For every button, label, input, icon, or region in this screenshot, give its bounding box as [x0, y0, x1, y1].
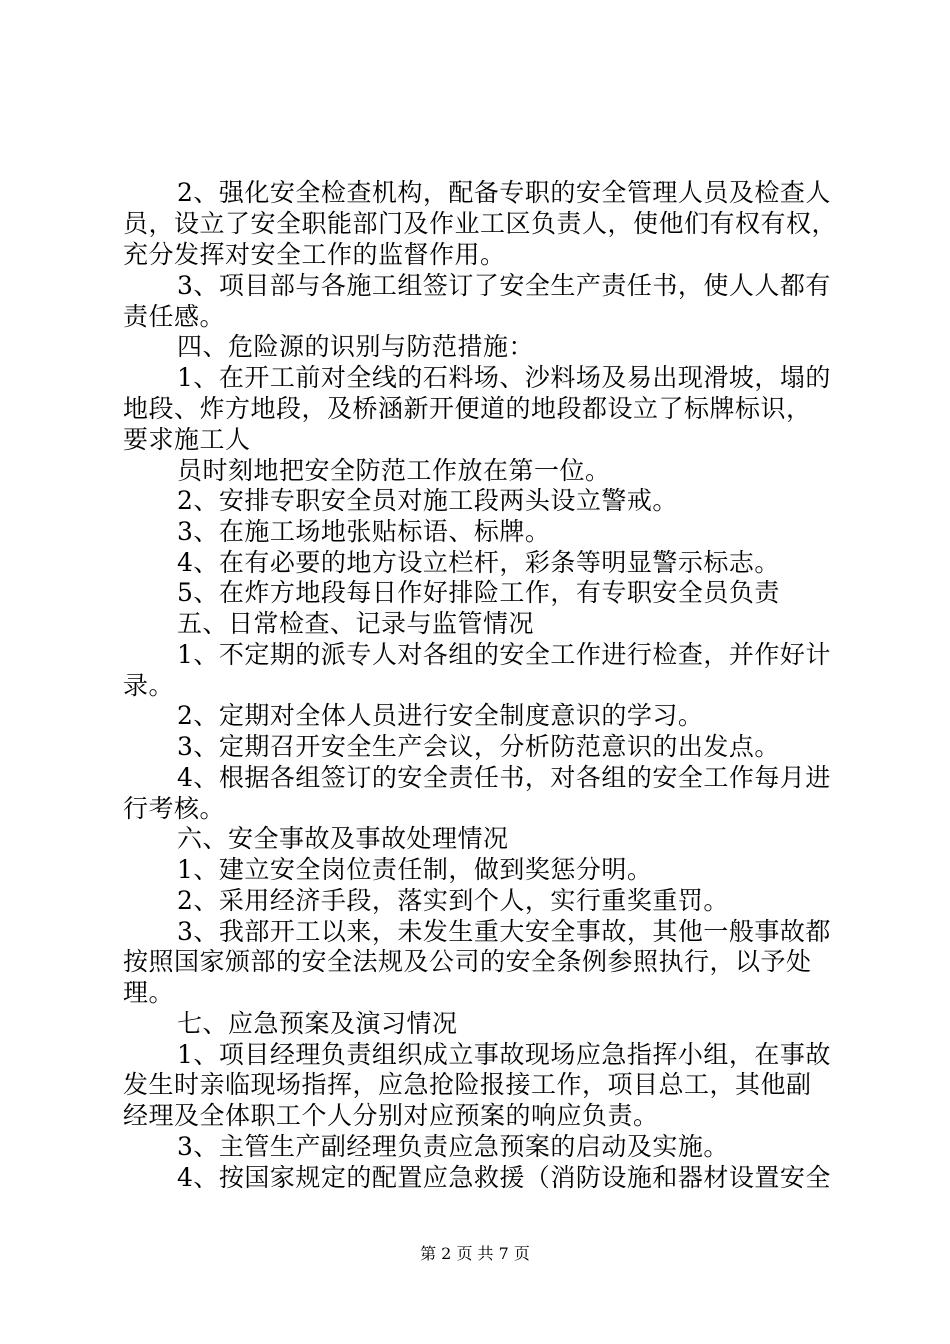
section-heading: 四、危险源的识别与防范措施： [177, 332, 535, 361]
text-line: 1、不定期的派专人对各组的安全工作进行检查，并作好计 [177, 640, 831, 669]
text-line: 发生时亲临现场指挥，应急抢险报接工作，项目总工，其他副 [123, 1070, 812, 1099]
text-line: 按照国家颁部的安全法规及公司的安全条例参照执行，以予处 [123, 947, 812, 976]
section-heading: 五、日常检查、记录与监管情况 [177, 609, 535, 638]
text-line: 3、主管生产副经理负责应急预案的启动及实施。 [177, 1132, 729, 1161]
text-line: 3、在施工场地张贴标语、标牌。 [177, 517, 551, 546]
text-line: 2、定期对全体人员进行安全制度意识的学习。 [177, 701, 704, 730]
text-line: 4、根据各组签订的安全责任书，对各组的安全工作每月进 [177, 763, 831, 792]
text-line: 5、在炸方地段每日作好排险工作，有专职安全员负责 [177, 578, 780, 607]
text-line: 理。 [123, 978, 175, 1007]
text-line: 员，设立了安全职能部门及作业工区负责人，使他们有权有权， [123, 209, 838, 238]
section-heading: 六、安全事故及事故处理情况 [177, 824, 509, 853]
text-line: 1、在开工前对全线的石料场、沙料场及易出现滑坡，塌的 [177, 363, 831, 392]
text-line: 4、在有必要的地方设立栏杆，彩条等明显警示标志。 [177, 548, 780, 577]
text-line: 3、我部开工以来，未发生重大安全事故，其他一般事故都 [177, 917, 831, 946]
text-line: 经理及全体职工个人分别对应预案的响应负责。 [123, 1101, 659, 1130]
text-line: 4、按国家规定的配置应急救援（消防设施和器材设置安全 [177, 1163, 831, 1192]
text-line: 地段、炸方地段，及桥涵新开便道的地段都设立了标牌标识， [123, 394, 812, 423]
text-line: 行考核。 [123, 794, 226, 823]
text-line: 2、采用经济手段，落实到个人，实行重奖重罚。 [177, 886, 729, 915]
text-line: 责任感。 [123, 302, 226, 331]
text-line: 1、项目经理负责组织成立事故现场应急指挥小组，在事故 [177, 1040, 831, 1069]
text-line: 2、强化安全检查机构，配备专职的安全管理人员及检查人 [177, 178, 831, 207]
text-line: 3、定期召开安全生产会议，分析防范意识的出发点。 [177, 732, 780, 761]
text-line: 员时刻地把安全防范工作放在第一位。 [177, 456, 611, 485]
text-line: 录。 [123, 671, 175, 700]
page-footer [0, 1244, 950, 1264]
text-line: 2、安排专职安全员对施工段两头设立警戒。 [177, 486, 678, 515]
text-line: 充分发挥对安全工作的监督作用。 [123, 240, 506, 269]
page-number-label: 第 2 页 共 7 页 [420, 1244, 530, 1263]
text-line: 1、建立安全岗位责任制，做到奖惩分明。 [177, 855, 653, 884]
text-line: 要求施工人 [123, 425, 251, 454]
text-line: 3、项目部与各施工组签订了安全生产责任书，使人人都有 [177, 271, 831, 300]
section-heading: 七、应急预案及演习情况 [177, 1009, 458, 1038]
